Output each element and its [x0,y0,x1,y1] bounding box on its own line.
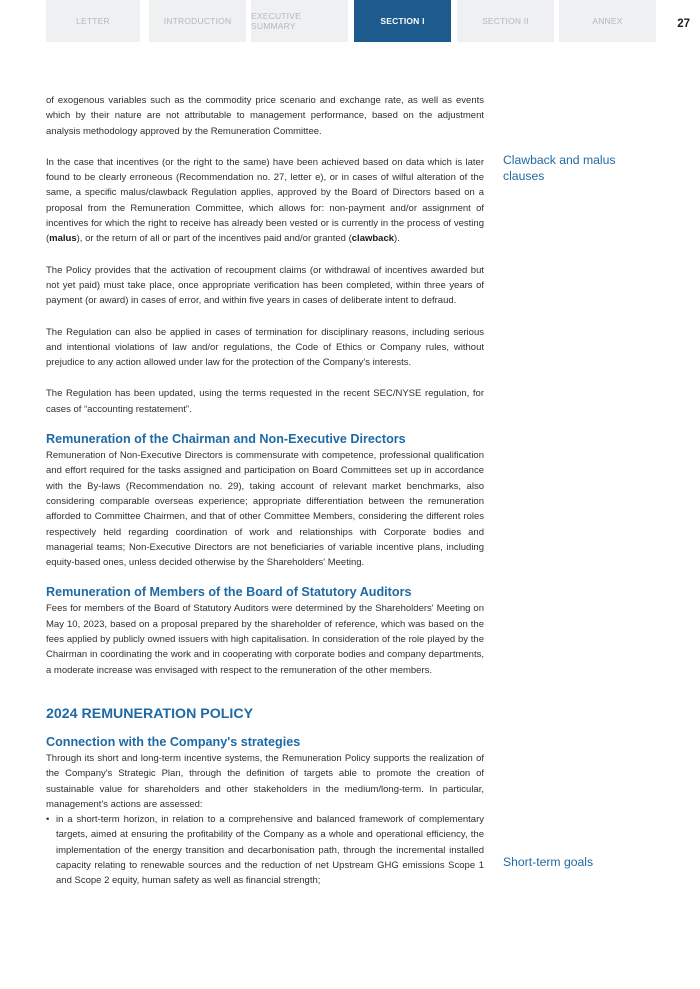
clawback-text-c: ). [394,233,400,245]
paragraph-statutory-auditors: Fees for members of the Board of Statutory Auditors were determined by the Shareholders' Meeting on May 10, 2023, based on a proposal prepared by the shareholder of reference, which was based on the fees applied by publicly owned issuers with high capitalisation. In consideration of the role played by the Chairman in coordinating the work and in cooperating with corporate bodies and company departments, a moderate increase was envisaged with respect to the remuneration of the other members. [46,603,484,676]
tab-letter[interactable]: LETTER [46,0,140,42]
tab-section-2[interactable]: SECTION II [457,0,554,42]
sidebar-short-term-title: Short-term goals [503,855,594,869]
heading-chairman-remuneration: Remuneration of the Chairman and Non-Executive Directors [46,432,406,447]
bullet-dot: • [46,814,50,826]
tab-annex[interactable]: ANNEX [559,0,656,42]
heading-statutory-auditors: Remuneration of Members of the Board of Statutory Auditors [46,585,412,600]
heading-remuneration-policy: 2024 REMUNERATION POLICY [46,705,254,722]
page-number: 27 [677,18,690,30]
sidebar-clawback-title: Clawback and malus clauses [503,153,616,183]
tab-section-1[interactable]: SECTION I [354,0,451,42]
main-content [46,93,484,889]
clawback-text-a: In the case that incentives (or the right to the same) have been achieved based on data which is later found to be clearly erroneous (Recommendation no. 27, letter e), or in cases of wilful alteration of the same, a specific malus/clawback Regulation applies, approved by the Board of Directors based on a proposal from the Remuneration Committee, which allows for: non-payment and/or assignment of incentives for which the right to receive has already been vested or is currently in the process of vesting ( [46,156,484,245]
tab-executive-summary[interactable]: EXECUTIVE SUMMARY [251,0,348,42]
paragraph-chairman: Remuneration of Non-Executive Directors is commensurate with competence, professional qualification and effort required for the tasks assigned and participation on Board Committees set up in accordance with the By-laws (Recommendation no. 29), taking account of relevant market benchmarks, also considering comparable overseas experience; appropriate differentiation between the remuneration afforded to Committee Chairmen, and that of other Committee Members, considering the different roles respectively held regarding coordination of work and relationships with Corporate bodies and managerial teams; Non-Executive Directors are not beneficiaries of variable incentive plans, including equity-based ones, unless decided otherwise by the Shareholders' Meeting. [46,450,484,569]
paragraph-exogenous: of exogenous variables such as the commodity price scenario and exchange rate, as well as events which by their nature are not attributable to management performance, based on the adjustment analysis methodology approved by the Remuneration Committee. [46,95,484,137]
heading-company-strategies: Connection with the Company's strategies [46,734,301,749]
bullet-short-term [46,812,484,888]
paragraph-clawback [46,155,484,247]
tab-introduction[interactable]: INTRODUCTION [149,0,246,42]
paragraph-recoupment: The Policy provides that the activation of recoupment claims (or withdrawal of incentives awarded but not yet paid) must take place, once appropriate verification has been completed, within three years of payment (or award) in cases of error, and within five years in cases of deliberate intent to defraud. [46,264,484,307]
bullet-short-term-text: in a short-term horizon, in relation to a comprehensive and balanced framework of complementary targets, aimed at ensuring the profitability of the Company as a whole and operational efficiency, the implementation of the energy transition and decarbonisation path, through the incremental installed capacity relating to renewable sources and the reduction of net Upstream GHG emissions Scope 1 and Scope 2 equity, human safety as well as financial strength; [56,814,484,887]
malus-term: malus [49,233,77,245]
clawback-term: clawback [351,233,395,245]
paragraph-termination: The Regulation can also be applied in cases of termination for disciplinary reasons, including serious and intentional violations of law and/or regulations, the Code of Ethics or Company rules, without prejudice to any action allowed under law for the protection of the Company's interests. [46,326,484,369]
paragraph-strategies: Through its short and long-term incentive systems, the Remuneration Policy supports the realization of the Company's Strategic Plan, through the definition of targets able to promote the creation of sustainable value for shareholders and other stakeholders in the medium/long-term. In particular, management's actions are assessed: [46,752,484,810]
strategy-bullet-list [46,812,484,888]
paragraph-regulation-updated: The Regulation has been updated, using the terms requested in the recent SEC/NYSE regulation, for cases of “accounting restatement”. [46,388,484,415]
clawback-text-b: ), or the return of all or part of the incentives paid and/or granted ( [76,233,352,245]
